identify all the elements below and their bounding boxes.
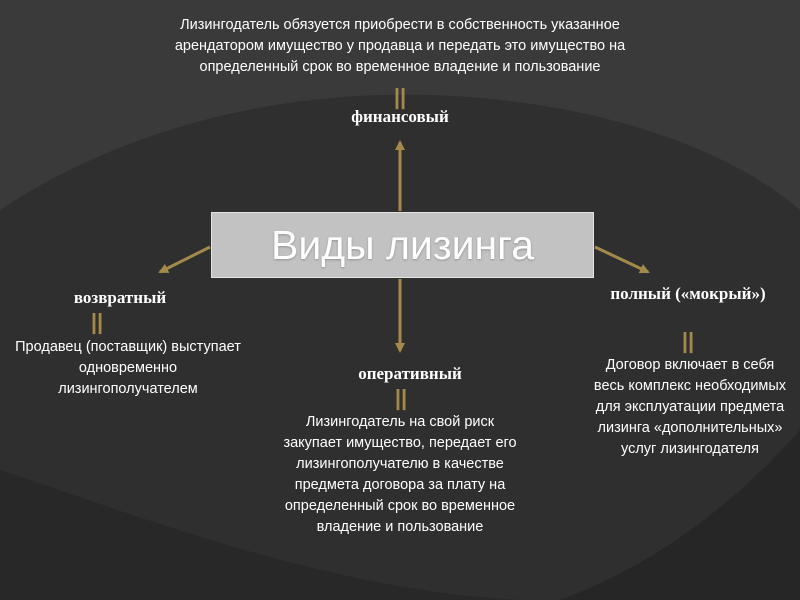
center-box	[211, 212, 594, 278]
arrow-right-full	[595, 247, 648, 272]
full-term: полный («мокрый»)	[610, 284, 766, 303]
financial-equals-sign: ||	[393, 84, 407, 109]
financial-definition: Лизингодатель обязуется приобрести в собственность указанное арендатором имущество у продавца и передать это имущество на определенный срок во временное владение и пользование	[174, 17, 626, 75]
full-definition: Договор включает в себя весь комплекс необходимых для эксплуатации предмета лизинга «дополнительных» услуг лизингодателя	[593, 357, 787, 457]
center-title: Виды лизинга	[270, 221, 535, 268]
returnable-term: возвратный	[73, 288, 167, 307]
operational-term: оперативный	[358, 364, 462, 383]
operational-equals-sign: ||	[394, 385, 408, 410]
operational-definition: Лизингодатель на свой риск закупает имущество, передает его лизингополучателю в качестве предмета договора за плату на определенный срок во временное владение и пользование	[283, 414, 517, 535]
financial-term: финансовый	[351, 107, 449, 126]
returnable-definition: Продавец (поставщик) выступает одновременно лизингополучателем	[15, 339, 241, 397]
full-equals-sign: ||	[681, 328, 695, 353]
returnable-equals-sign: ||	[90, 309, 104, 334]
arrow-left-returnable	[160, 247, 210, 272]
